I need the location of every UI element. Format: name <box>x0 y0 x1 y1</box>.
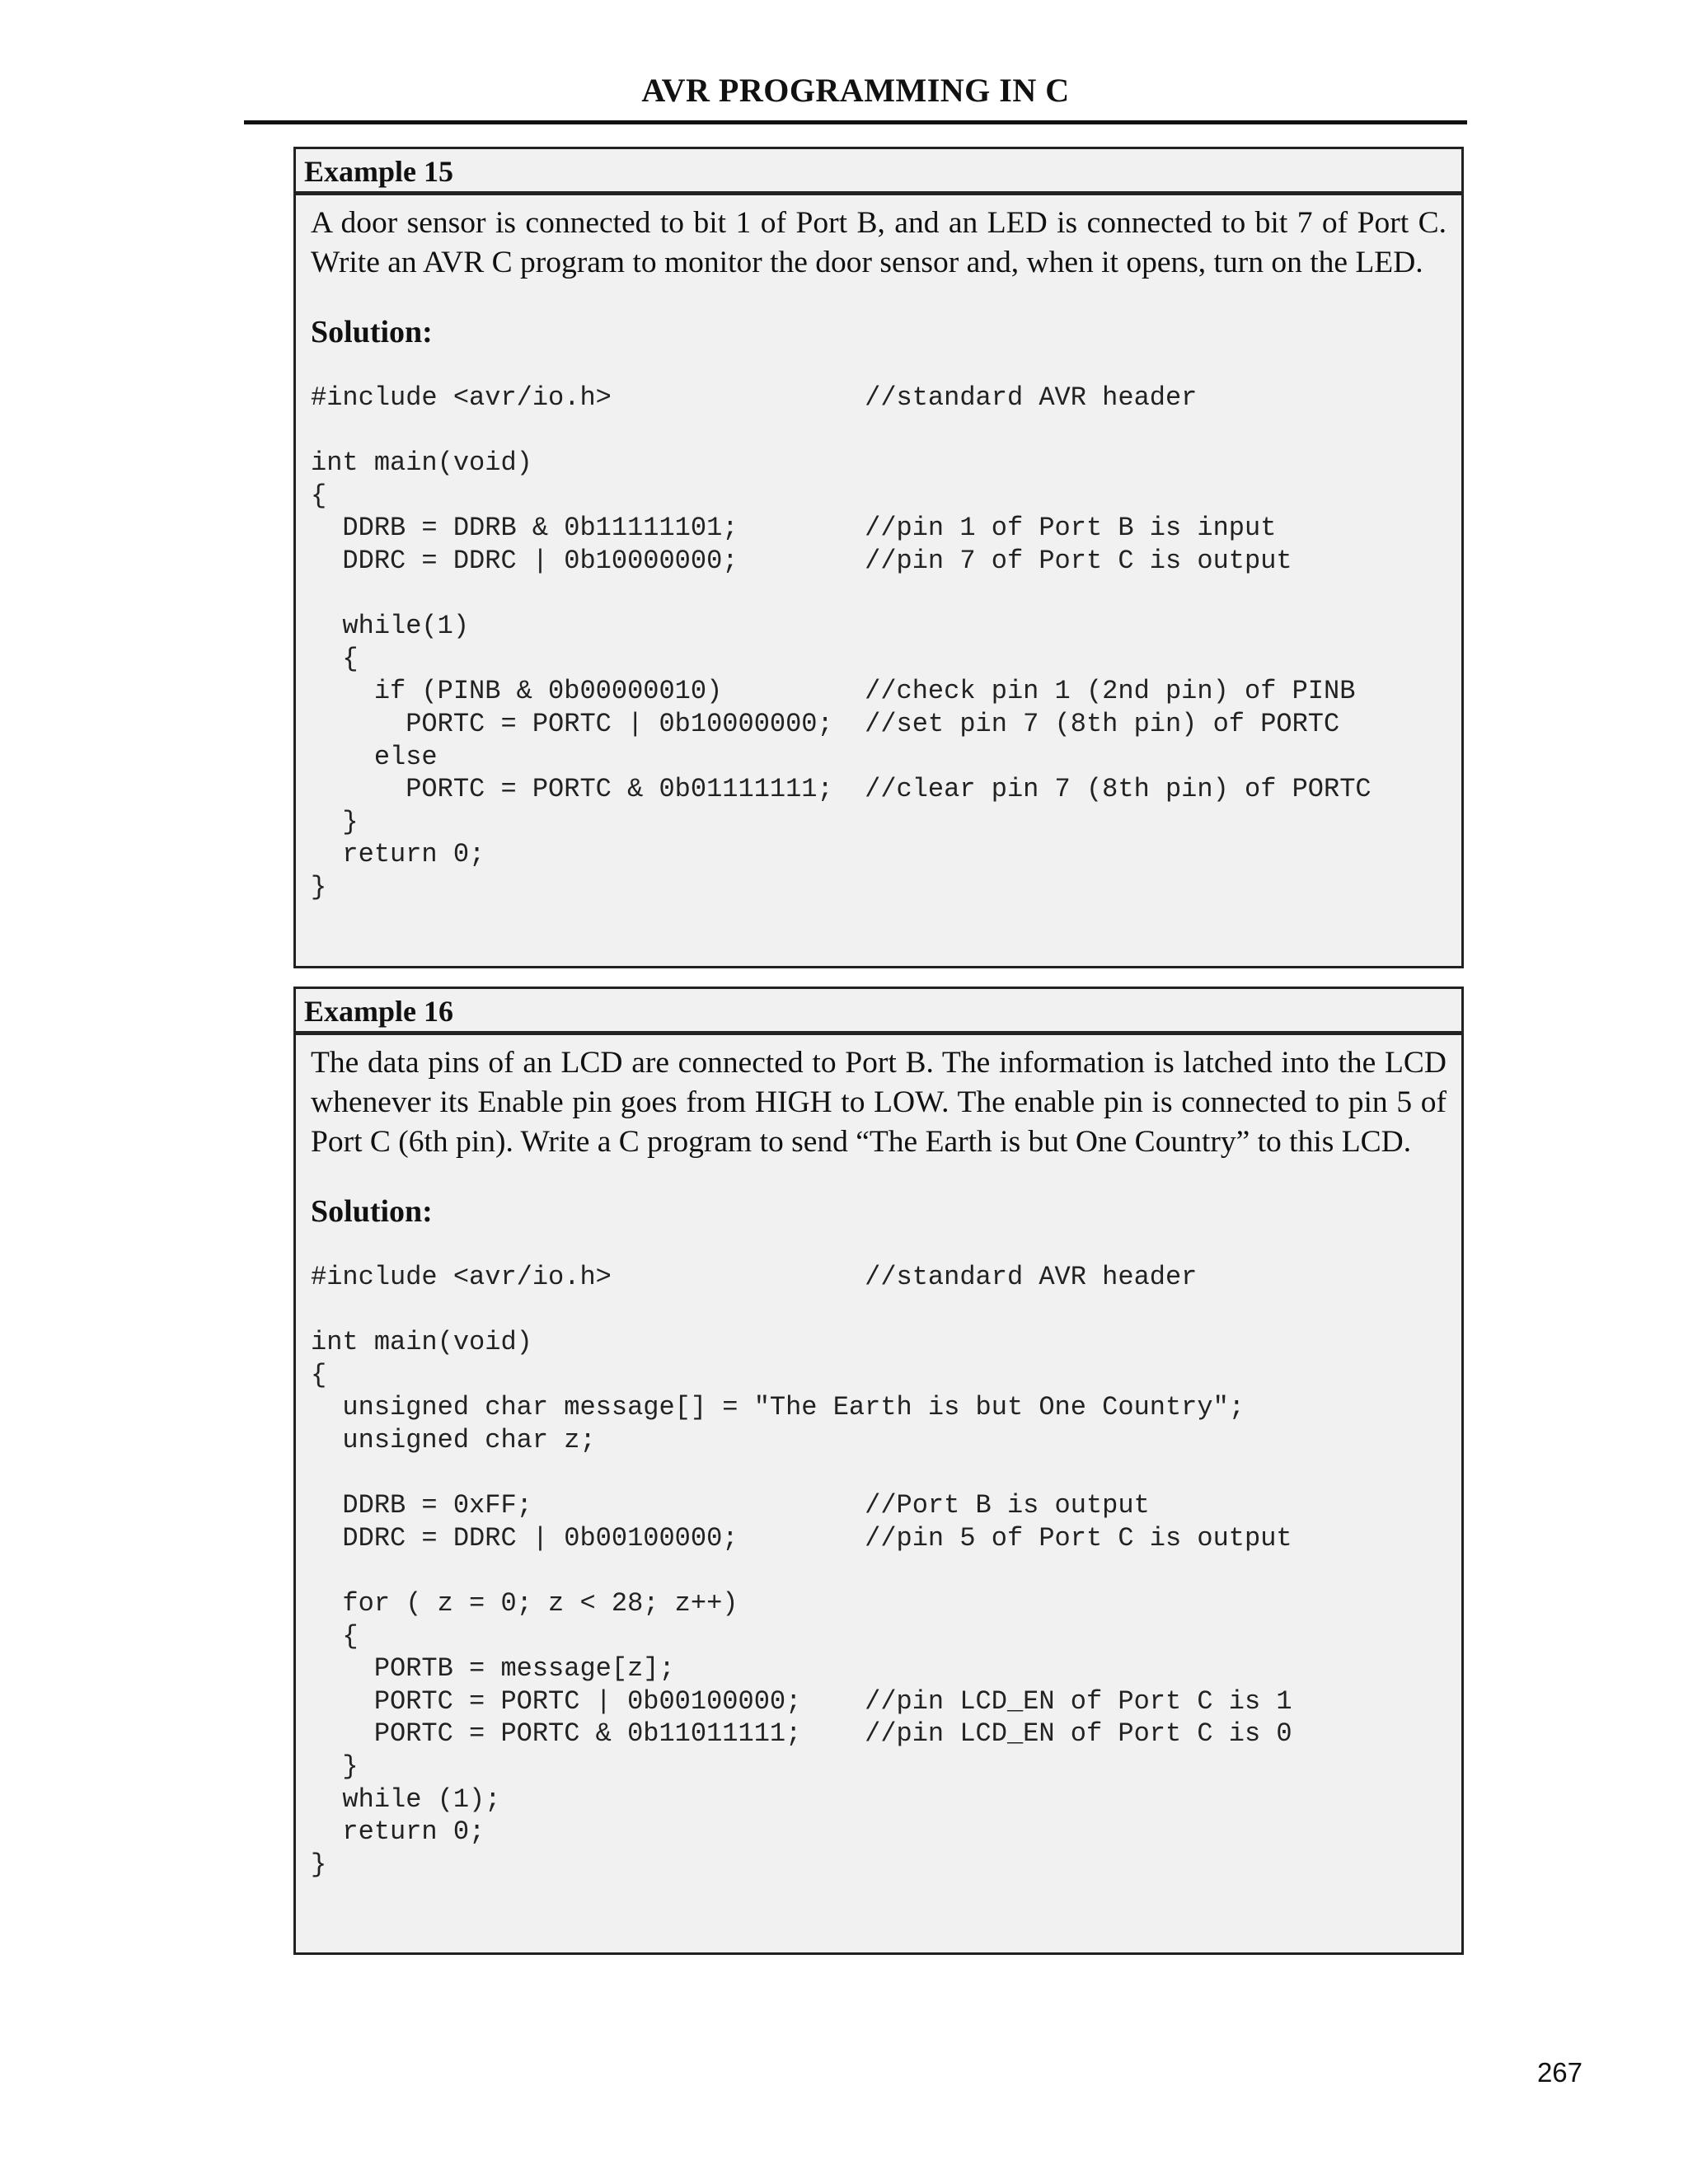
code-line <box>311 415 1447 448</box>
code-line: if (PINB & 0b00000010) //check pin 1 (2nd pin) of PINB <box>311 676 1356 707</box>
solution-label: Solution: <box>311 315 433 349</box>
code-line: } <box>311 1750 359 1782</box>
code-line: DDRB = 0xFF; //Port B is output <box>311 1490 1150 1521</box>
problem-statement: The data pins of an LCD are connected to Port B. The information is latched into the LCD whenever its Enable pin goes from HIGH to LOW. The enable pin is connected to pin 5 of Port C (6th pin). Write a C program to send “The Earth is but One Country” to this LCD. <box>311 1046 1447 1159</box>
code-line: return 0; <box>311 839 485 870</box>
example-16-box <box>293 987 1464 1955</box>
code-line <box>311 578 1447 611</box>
code-line: while(1) <box>311 611 470 642</box>
code-line: } <box>311 871 327 902</box>
code-line: PORTB = message[z]; <box>311 1653 675 1685</box>
code-line: #include <avr/io.h> //standard AVR header <box>311 1262 1198 1292</box>
example-15-box <box>293 147 1464 968</box>
example-title: Example 15 <box>296 149 1461 195</box>
code-line: for ( z = 0; z < 28; z++) <box>311 1587 738 1619</box>
code-line: { <box>311 643 359 674</box>
header-rule <box>244 120 1467 124</box>
code-line <box>311 1294 1447 1327</box>
example-body <box>296 1035 1461 1881</box>
code-line: } <box>311 1849 327 1880</box>
code-line: DDRB = DDRB & 0b11111101; //pin 1 of Port B is input <box>311 513 1277 544</box>
code-line: unsigned char z; <box>311 1424 596 1455</box>
code-line: } <box>311 806 359 837</box>
code-line: { <box>311 1359 327 1390</box>
code-line: { <box>311 1620 359 1652</box>
code-line: return 0; <box>311 1816 485 1848</box>
code-line: PORTC = PORTC | 0b10000000; //set pin 7 (8th pin) of PORTC <box>311 708 1340 739</box>
page-number: 267 <box>1536 2057 1582 2088</box>
code-line: DDRC = DDRC | 0b10000000; //pin 7 of Port C is output <box>311 545 1292 576</box>
code-line: PORTC = PORTC & 0b01111111; //clear pin 7 (8th pin) of PORTC <box>311 774 1372 805</box>
code-line: { <box>311 480 327 511</box>
code-line: #include <avr/io.h> //standard AVR header <box>311 382 1198 413</box>
code-line <box>311 1457 1447 1490</box>
problem-statement: A door sensor is connected to bit 1 of Port B, and an LED is connected to bit 7 of Port C. Write an AVR C program to monitor the door sensor and, when it opens, turn on the LED. <box>311 206 1447 279</box>
code-line: while (1); <box>311 1783 501 1815</box>
running-header: AVR PROGRAMMING IN C <box>641 72 1070 109</box>
code-line: int main(void) <box>311 448 532 479</box>
code-line: PORTC = PORTC & 0b11011111; //pin LCD_EN of Port C is 0 <box>311 1718 1292 1750</box>
code-line: int main(void) <box>311 1327 532 1358</box>
code-line: PORTC = PORTC | 0b00100000; //pin LCD_EN of Port C is 1 <box>311 1685 1292 1717</box>
example-body <box>296 195 1461 904</box>
example-title: Example 16 <box>296 989 1461 1035</box>
solution-label: Solution: <box>311 1194 433 1229</box>
code-listing <box>311 382 1447 904</box>
code-listing <box>311 1261 1447 1881</box>
code-line: DDRC = DDRC | 0b00100000; //pin 5 of Port C is output <box>311 1522 1292 1554</box>
code-line <box>311 1554 1447 1587</box>
code-line: else <box>311 741 438 772</box>
code-line: unsigned char message[] = "The Earth is but One Country"; <box>311 1392 1245 1423</box>
